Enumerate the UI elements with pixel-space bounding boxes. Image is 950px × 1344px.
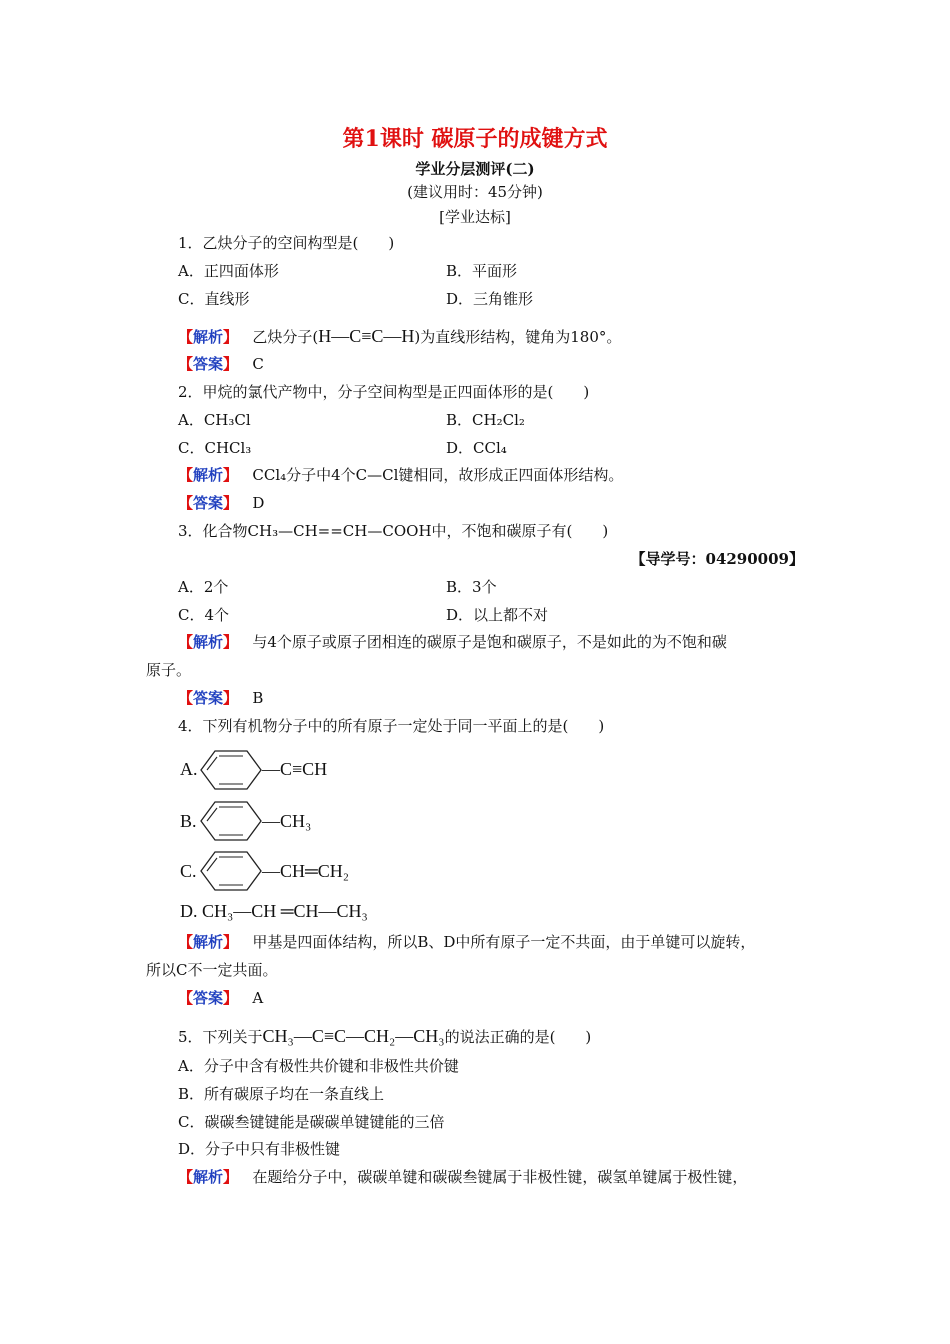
question-5-stem: 5．下列关于CH₃—C≡C—CH₂—CH₃的说法正确的是( ) xyxy=(178,1026,592,1046)
page-subtitle: 学业分层测评(二) xyxy=(415,160,535,178)
q5-option-d: D．分子中只有非极性键 xyxy=(178,1140,341,1158)
q3-analysis-line2: 原子。 xyxy=(146,661,192,679)
q4-option-a-label: A. xyxy=(180,759,198,779)
q4-option-b-substituent: —CH₃ xyxy=(262,811,312,831)
q1-option-d: D．三角锥形 xyxy=(446,290,534,308)
q3-option-c: C．4个 xyxy=(178,606,230,624)
pentyne-formula: CH₃—C≡C—CH₂—CH₃ xyxy=(262,1026,445,1046)
q4-option-a-substituent: —C≡CH xyxy=(262,759,328,779)
q3-option-a: A．2个 xyxy=(178,578,229,596)
q4-option-c-substituent: —CH═CH₂ xyxy=(262,861,350,881)
benzene-ring-icon xyxy=(200,850,262,892)
q3-option-d: D．以上都不对 xyxy=(446,606,549,624)
q4-answer: 【答案】 A xyxy=(178,989,264,1007)
q3-answer: 【答案】 B xyxy=(178,689,264,707)
q4-option-c-label: C. xyxy=(180,861,197,881)
q5-analysis: 【解析】 在题给分子中，碳碳单键和碳碳叁键属于非极性键，碳氢单键属于极性键， xyxy=(178,1168,748,1186)
q1-answer: 【答案】 C xyxy=(178,355,264,373)
q2-analysis: 【解析】 CCl₄分子中4个C—Cl键相同，故形成正四面体形结构。 xyxy=(178,466,624,484)
q5-option-c: C．碳碳叁键键能是碳碳单键键能的三倍 xyxy=(178,1113,445,1131)
q5-option-a: A．分子中含有极性共价键和非极性共价键 xyxy=(178,1057,459,1075)
q1-analysis: 【解析】 乙炔分子(H—C≡C—H)为直线形结构，键角为180°。 xyxy=(178,326,622,346)
question-2-stem: 2．甲烷的氯代产物中，分子空间构型是正四面体形的是( ) xyxy=(178,383,590,401)
benzene-ring-icon xyxy=(200,800,262,842)
analysis-tag: 【解析】 xyxy=(178,328,239,346)
q2-option-b: B．CH₂Cl₂ xyxy=(446,411,525,429)
question-1-stem: 1．乙炔分子的空间构型是( ) xyxy=(178,234,395,252)
q2-answer: 【答案】 D xyxy=(178,494,265,512)
q3-analysis-line1: 【解析】 与4个原子或原子团相连的碳原子是饱和碳原子，不是如此的为不饱和碳 xyxy=(178,633,727,651)
question-4-stem: 4．下列有机物分子中的所有原子一定处于同一平面上的是( ) xyxy=(178,717,605,735)
q1-option-a: A．正四面体形 xyxy=(178,262,279,280)
q2-option-c: C．CHCl₃ xyxy=(178,439,252,457)
answer-tag: 【答案】 xyxy=(178,355,239,373)
guide-number: 【导学号：04290009】 xyxy=(630,550,804,568)
q5-option-b: B．所有碳原子均在一条直线上 xyxy=(178,1085,385,1103)
q4-analysis-line2: 所以C不一定共面。 xyxy=(146,961,278,979)
q2-option-a: A．CH₃Cl xyxy=(178,411,251,429)
question-3-stem: 3．化合物CH₃—CH==CH—COOH中，不饱和碳原子有( ) xyxy=(178,522,609,540)
q4-option-d: D. CH₃—CH ═CH—CH₃ xyxy=(180,901,368,921)
section-heading: [学业达标] xyxy=(439,208,511,226)
page-title: 第1课时 碳原子的成键方式 xyxy=(342,126,608,152)
q1-option-b: B．平面形 xyxy=(446,262,518,280)
q4-option-b-label: B. xyxy=(180,811,197,831)
acetylene-formula: H—C≡C—H xyxy=(318,326,415,346)
benzene-ring-icon xyxy=(200,749,262,791)
q3-option-b: B．3个 xyxy=(446,578,497,596)
q4-analysis-line1: 【解析】 甲基是四面体结构，所以B、D中所有原子一定不共面，由于单键可以旋转， xyxy=(178,933,756,951)
time-note: (建议用时：45分钟) xyxy=(407,183,543,201)
q2-option-d: D．CCl₄ xyxy=(446,439,507,457)
q1-option-c: C．直线形 xyxy=(178,290,250,308)
